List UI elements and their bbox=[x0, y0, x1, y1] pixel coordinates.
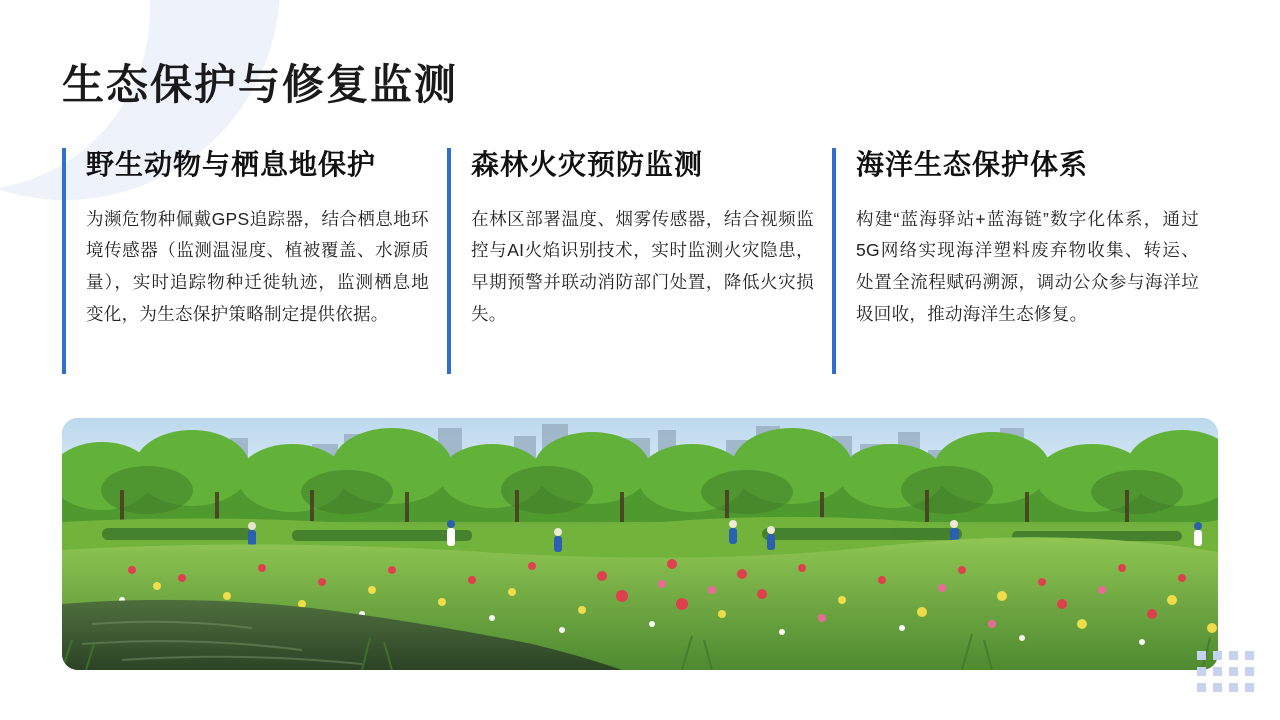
ecology-park-photo bbox=[62, 418, 1218, 670]
photo-illustration bbox=[62, 418, 1218, 670]
content-column-3 bbox=[832, 148, 1217, 374]
column-2-heading: 森林火灾预防监测 bbox=[471, 149, 704, 180]
content-columns bbox=[62, 148, 1218, 374]
column-1-heading: 野生动物与栖息地保护 bbox=[86, 149, 377, 180]
column-2-body: 在林区部署温度、烟雾传感器，结合视频监控与AI火焰识别技术，实时监测火灾隐患，早期预警并联动消防部门处置，降低火灾损失。 bbox=[471, 208, 814, 325]
content-column-2 bbox=[447, 148, 832, 374]
column-1-body: 为濒危物种佩戴GPS追踪器，结合栖息地环境传感器（监测温湿度、植被覆盖、水源质量），实时追踪物种迁徙轨迹，监测栖息地变化，为生态保护策略制定提供依据。 bbox=[86, 208, 429, 325]
column-3-body: 构建“蓝海驿站+蓝海链”数字化体系，通过5G网络实现海洋塑料废弃物收集、转运、处置全流程赋码溯源，调动公众参与海洋垃圾回收，推动海洋生态修复。 bbox=[856, 208, 1199, 325]
decorative-dot-grid bbox=[1197, 651, 1254, 692]
column-3-heading: 海洋生态保护体系 bbox=[856, 149, 1089, 180]
page-title: 生态保护与修复监测 bbox=[62, 61, 459, 108]
content-column-1 bbox=[62, 148, 447, 374]
